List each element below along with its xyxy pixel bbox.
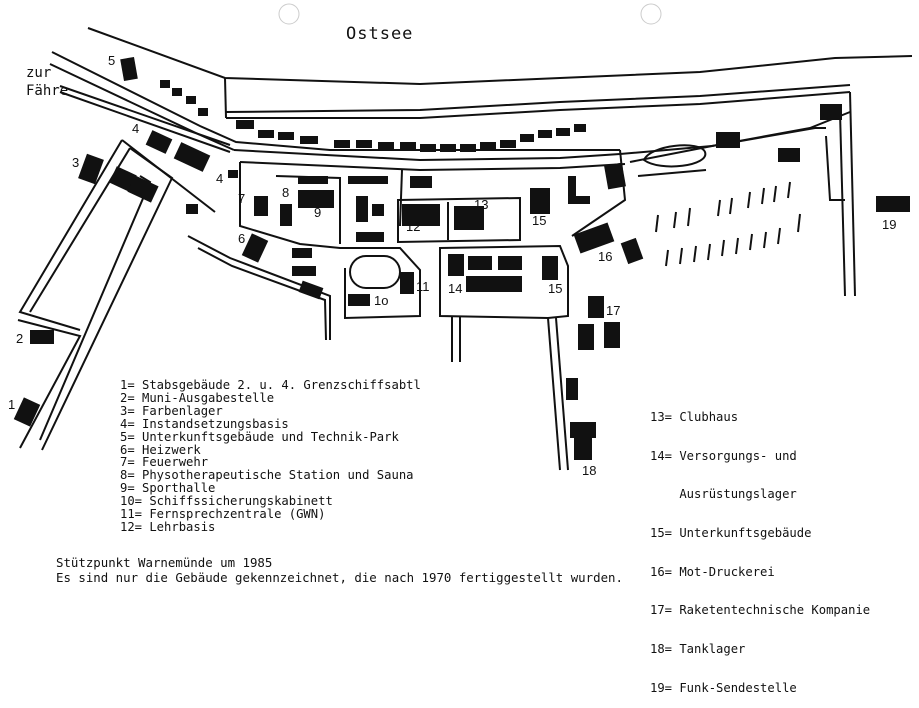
map-number-3: 3 (72, 155, 80, 170)
caption-line2: Es sind nur die Gebäude gekennzeichnet, die nach 1970 fertiggestellt wurden. (56, 570, 623, 585)
legend-item: 2= Muni-Ausgabestelle (120, 390, 275, 405)
map-number-14: 14 (448, 281, 463, 296)
legend-item: 10= Schiffssicherungskabinett (120, 494, 333, 509)
legend-item: Ausrüstungslager (650, 487, 797, 502)
map-number-17: 17 (606, 303, 621, 318)
legend-item: 14= Versorgungs- und (650, 448, 797, 463)
map-number-7: 7 (238, 191, 246, 206)
map-number-12: 12 (406, 219, 421, 234)
legend-item: 5= Unterkunftsgebäude und Technik-Park (120, 429, 399, 444)
legend-item: 11= Fernsprechzentrale (GWN) (120, 507, 326, 522)
punch-hole (641, 4, 661, 24)
map-number-15b: 15 (548, 281, 563, 296)
map-number-15a: 15 (532, 213, 547, 228)
map-number-2: 2 (16, 331, 24, 346)
legend-item: 12= Lehrbasis (120, 519, 216, 534)
legend-item: 9= Sporthalle (120, 481, 216, 496)
legend-item: 8= Physotherapeutische Station und Sauna (120, 468, 414, 483)
sea-label: Ostsee (346, 24, 414, 44)
map-number-19: 19 (882, 217, 897, 232)
ferry-label-line2: Fähre (26, 83, 69, 99)
caption-line1: Stützpunkt Warnemünde um 1985 (56, 555, 273, 570)
map-number-9: 9 (314, 205, 322, 220)
map-number-4a: 4 (132, 121, 140, 136)
legend-item: 4= Instandsetzungsbasis (120, 416, 289, 431)
punch-hole (279, 4, 299, 24)
legend-item: 1= Stabsgebäude 2. u. 4. Grenzschiffsabtl (120, 378, 421, 392)
map-number-4b: 4 (216, 171, 224, 186)
legend-right (650, 385, 870, 708)
map-number-11: 11 (416, 279, 430, 294)
legend-item: 7= Feuerwehr (120, 455, 209, 470)
map-number-16: 16 (598, 249, 613, 264)
legend-item: 16= Mot-Druckerei (650, 564, 775, 579)
legend-item: 18= Tanklager (650, 642, 746, 657)
map-number-13: 13 (474, 197, 489, 212)
ferry-label-line1: zur (26, 65, 52, 81)
legend-item: 3= Farbenlager (120, 403, 223, 418)
map-number-18: 18 (582, 463, 597, 478)
parking-stalls (656, 182, 800, 266)
legend-item: 17= Raketentechnische Kompanie (650, 603, 871, 618)
legend-item: 6= Heizwerk (120, 442, 201, 457)
map-number-5: 5 (108, 53, 116, 68)
legend-item: 19= Funk-Sendestelle (650, 680, 797, 695)
legend-item: 15= Unterkunftsgebäude (650, 525, 812, 540)
map-number-1: 1 (8, 397, 16, 412)
legend-item: 13= Clubhaus (650, 409, 739, 424)
map-number-8: 8 (282, 185, 290, 200)
legend-left (120, 379, 421, 534)
map-number-10: 1o (374, 293, 389, 308)
map-number-6: 6 (238, 231, 246, 246)
